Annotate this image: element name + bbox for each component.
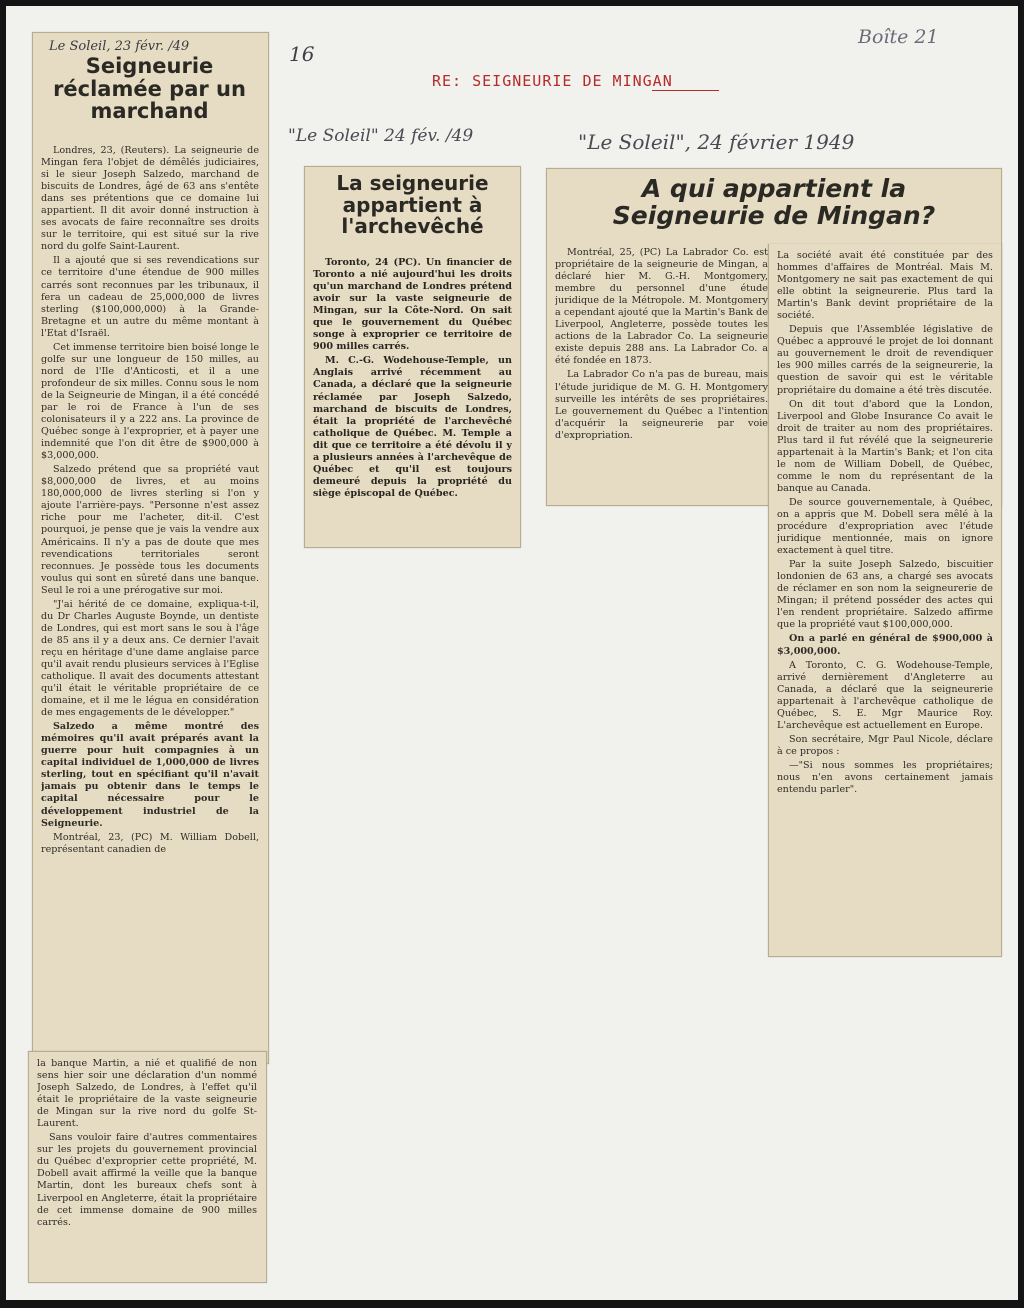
clip3-source-annotation: "Le Soleil", 24 février 1949 [578,130,855,154]
clip3-title: A qui appartient la Seigneurie de Mingan? [612,174,936,230]
clip1-continuation-body [37,1058,257,1276]
clip3-right-paragraph: A Toronto, C. G. Wodehouse-Temple, arrivé dernièrement d'Angleterre au Canada, a déclaré que la seigneurerie appartenait à l'archevêque catholique de Québec, S. E. Mgr Maurice Roy. L'archevêque est actuellement en Europe. [777,659,993,731]
heading-underline [652,90,719,91]
clip3-right-paragraph: On a parlé en général de $900,000 à $3,000,000. [777,633,993,657]
document-heading: RE: SEIGNEURIE DE MINGAN [432,72,673,90]
clipping-archeveche [304,166,521,548]
clip3-right-paragraph: Son secrétaire, Mgr Paul Nicole, déclare à ce propos : [777,733,993,757]
clip1-paragraph: Salzedo a même montré des mémoires qu'il avait préparés avant la guerre pour huit compagnies à un capital individuel de 1,000,000 de livres sterling, tout en spécifiant qu'il n'avait jamais pu obtenir dans le temps le capital nécessaire pour le développement industriel de la Seigneurie. [41,721,259,829]
clip1-continuation-paragraph: la banque Martin, a nié et qualifié de non sens hier soir une déclaration d'un nommé Joseph Salzedo, de Londres, à l'effet qu'il était le propriétaire de la vaste seigneurie de Mingan sur la rive nord du golfe St-Laurent. [37,1058,257,1130]
box-number-annotation: Boîte 21 [858,26,939,48]
clipping-a-qui-appartient-right-column [768,244,1002,957]
clip2-source-annotation: "Le Soleil" 24 fév. /49 [288,126,474,146]
clip3-right-column [777,250,993,950]
document-page [6,6,1018,1300]
clip3-right-paragraph: La société avait été constituée par des hommes d'affaires de Montréal. Mais M. Montgomery ne sait pas exactement de qui elle obtint la seigneurerie. Plus tard la Martin's Bank devint propriétaire de la société. [777,250,993,322]
page-number-annotation: 16 [289,42,315,66]
clip1-paragraph: "J'ai hérité de ce domaine, expliqua-t-il, du Dr Charles Auguste Boynde, un dentiste de Londres, qui est mort sans le sou à l'âge de 85 ans il y a deux ans. Ce dernier l'avait reçu en héritage d'une dame anglaise parce qu'il avait rendu plusieurs services à l'Eglise catholique. Il avait des documents attestant qu'il était le véritable propriétaire de ce domaine, et il me le légua en considération de mes engagements de le développer." [41,598,259,719]
clip3-right-paragraph: De source gouvernementale, à Québec, on a appris que M. Dobell sera mêlé à la procédure d'expropriation avec l'étude juridique mentionnée, mais on ignore exactement à quel titre. [777,496,993,557]
clip3-right-paragraph: Par la suite Joseph Salzedo, biscuitier londonien de 63 ans, a chargé ses avocats de réclamer en son nom la seigneurerie de Mingan; il prétend posséder des actes qui l'en rendent propriétaire. Salzedo affirme que la propriété vaut $100,000,000. [777,559,993,631]
clip1-body [41,145,259,1057]
clip2-paragraph: Toronto, 24 (PC). Un financier de Toronto a nié aujourd'hui les droits qu'un marchand de Londres prétend avoir sur la vaste seigneurie de Mingan, sur la Côte-Nord. On sait que le gouvernement du Québec songe à exproprier ce territoire de 900 milles carrés. [313,257,512,353]
scan-border [1018,0,1024,1308]
clip3-left-paragraph: La Labrador Co n'a pas de bureau, mais l'étude juridique de M. G. H. Montgomery surveille les intérêts de ses propriétaires. Le gouvernement du Québec a l'intention d'acquérir la seigneurerie par voie d'expropriation. [555,369,768,441]
clip1-source-annotation: Le Soleil, 23 févr. /49 [49,39,190,54]
clip2-title: La seigneurie appartient à l'archevêché [336,171,489,239]
clip3-left-paragraph: Montréal, 25, (PC) La Labrador Co. est propriétaire de la seigneurie de Mingan, a déclaré hier M. G.-H. Montgomery, membre du personnel d'une étude juridique de la Métropole. M. Montgomery a cependant ajouté que la Martin's Bank de Liverpool, Angleterre, possède toutes les actions de la Labrador Co. La seigneurie existe depuis 288 ans. La Labrador Co. a été fondée en 1873. [555,247,768,367]
clip1-paragraph: Montréal, 23, (PC) M. William Dobell, représentant canadien de [41,831,259,855]
clip2-paragraph: M. C.-G. Wodehouse-Temple, un Anglais arrivé récemment au Canada, a déclaré que la seigneurie réclamée par Joseph Salzedo, marchand de biscuits de Londres, était la propriété de l'archevêché catholique de Québec. M. Temple a dit que ce territoire a été dévolu il y a plusieurs années à l'archevêque de Québec et qu'il est toujours demeuré depuis la propriété du siège épiscopal de Québec. [313,355,512,499]
clip2-body [313,257,512,541]
clip1-title: Seigneurie réclamée par un marchand [53,54,246,124]
clip3-right-paragraph: On dit tout d'abord que la London, Liverpool and Globe Insurance Co avait le droit de traiter au nom des propriétaires. Plus tard il fut révélé que la seigneurerie appartenait à la Martin's Bank; et l'on cita le nom de William Dobell, de Québec, comme le nom du représentant de la banque au Canada. [777,398,993,494]
clip3-right-paragraph: —"Si nous sommes les propriétaires; nous n'en avons certainement jamais entendu parler". [777,759,993,796]
clipping-seigneurie-reclamee [32,32,269,1064]
clip1-paragraph: Londres, 23, (Reuters). La seigneurie de Mingan fera l'objet de démêlés judiciaires, si le sieur Joseph Salzedo, marchand de biscuits de Londres, âgé de 63 ans s'entête dans ses prétentions que ce domaine lui appartient. Il dit avoir donné instruction à ses avocats de faire reconnaître ses droits sur le territoire, qui est situé sur la rive nord du golfe Saint-Laurent. [41,145,259,253]
clipping-seigneurie-reclamee-continuation [28,1051,267,1283]
clip1-continuation-paragraph: Sans vouloir faire d'autres commentaires sur les projets du gouvernement provincial du Québec d'exproprier cette propriété, M. Dobell avait affirmé la veille que la banque Martin, dont les bureaux chefs sont à Liverpool en Angleterre, était la propriétaire de cet immense domaine de 900 milles carrés. [37,1132,257,1228]
clip1-paragraph: Il a ajouté que si ses revendications sur ce territoire d'une étendue de 900 milles carrés sont reconnues par les tribunaux, il fera un cadeau de 25,000,000 de livres sterling ($100,000,000) à la Grande-Bretagne et un autre du même montant à l'Etat d'Israël. [41,255,259,339]
clip3-right-paragraph: Depuis que l'Assemblée législative de Québec a approuvé le projet de loi donnant au gouvernement le droit de revendiquer les 900 milles carrés de la seigneurerie, la question de savoir qui est le véritable propriétaire du domaine a été très discutée. [777,324,993,396]
clip1-paragraph: Salzedo prétend que sa propriété vaut $8,000,000 de livres, et au moins 180,000,000 de livres sterling si l'on y ajoute l'arrière-pays. "Personne n'est assez riche pour me l'acheter, dit-il. C'est pourquoi, je pense que je vais la vendre aux Américains. Il n'y a pas de doute que mes revendications territoriales seront reconnues. Je possède tous les documents voulus qui sont en sûreté dans une banque. Seul le roi a une prérogative sur moi. [41,464,259,596]
clip3-left-column [555,247,768,499]
clip1-paragraph: Cet immense territoire bien boisé longe le golfe sur une longueur de 150 milles, au nord de l'Ile d'Anticosti, et il a une profondeur de six milles. Connu sous le nom de la Seigneurie de Mingan, il a été concédé par le roi de France à l'un de ses colonisateurs il y a 222 ans. La province de Québec songe à l'exproprier, et à payer une indemnité que l'on dit être de $900,000 à $3,000,000. [41,341,259,462]
